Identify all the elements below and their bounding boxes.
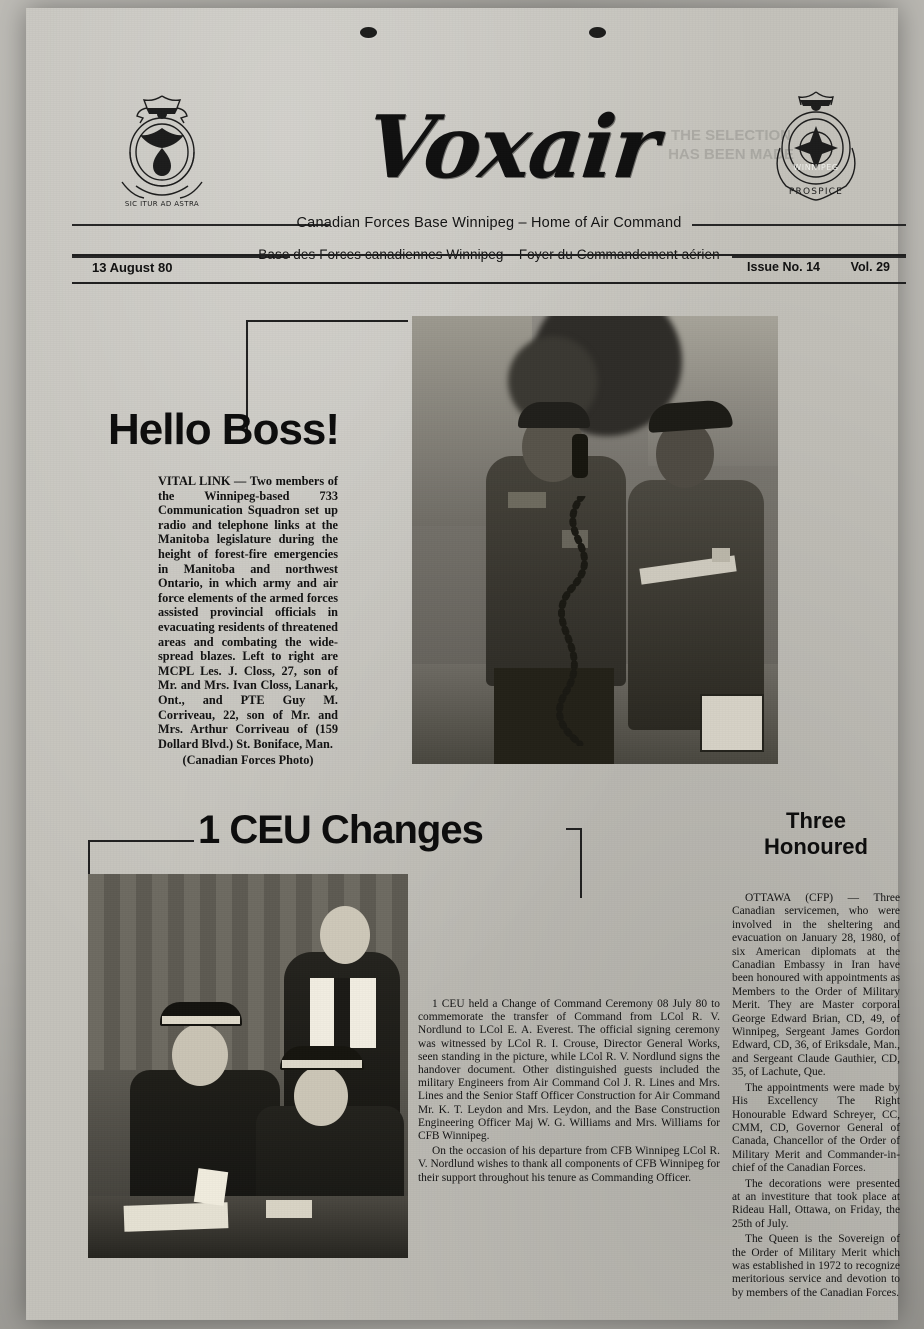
svg-text:PROSPICE: PROSPICE <box>788 187 844 197</box>
ceu-headline: 1 CEU Changes <box>198 808 483 852</box>
masthead <box>72 74 906 262</box>
lead-photo-credit: (Canadian Forces Photo) <box>182 753 314 768</box>
crest-right-icon <box>760 84 872 208</box>
three-honoured-headline <box>728 808 904 860</box>
three-honoured-body <box>732 892 900 1300</box>
ceu-paragraph: On the occasion of his departure from CFB Winnipeg LCol R. V. Nordlund wishes to thank all components of CFB Winnipeg for their support throughout his tenure as Commanding Officer. <box>418 1145 720 1184</box>
three-honoured-paragraph: The decorations were presented at an investiture that took place at Rideau Hall, Ottawa, on Friday, the 25th of July. <box>732 1177 900 1230</box>
tagline-english: Canadian Forces Base Winnipeg – Home of Air Command <box>296 215 682 231</box>
paper-sheet <box>26 8 898 1320</box>
three-honoured-headline-line1: Three <box>786 808 846 833</box>
publication-nameplate <box>312 96 712 208</box>
dateline-bar <box>72 254 906 284</box>
three-honoured-headline-line2: Honoured <box>764 834 868 859</box>
lead-photo <box>412 316 778 764</box>
issue-number: Issue No. 14 <box>747 260 820 274</box>
crest-left-icon <box>106 90 218 214</box>
tagline-french: Base des Forces canadiennes Winnipeg – Foyer du Commandement aérien <box>258 247 720 262</box>
lead-headline: Hello Boss! <box>108 405 340 454</box>
three-honoured-paragraph: The appointments were made by His Excellency The Right Honourable Edward Schreyer, CC, CMM, CD, Governor General of Canada, Chancellor of the Order of Military Merit and Commander-in-chief of the Canadian Forces. <box>732 1081 900 1175</box>
three-honoured-paragraph: The Queen is the Sovereign of the Order of Military Merit which was established in 1972 to recognize meritorious service and devotion to by members of the Canadian Forces. <box>732 1233 900 1299</box>
issue-date: 13 August 80 <box>92 260 173 275</box>
svg-text:SIC ITUR AD ASTRA: SIC ITUR AD ASTRA <box>124 200 200 208</box>
punch-hole-right <box>589 27 606 38</box>
ceu-paragraph: 1 CEU held a Change of Command Ceremony 08 July 80 to commemorate the transfer of Command from LCol R. V. Nordlund to LCol E. A. Everest. The official signing ceremony was witnessed by LCol R. I. Crouse, Director General Works, seen standing in the picture, while LCol R. V. Nordlund signs the handover document. Other distinguished guests included the military Engineers from Air Command Col J. R. Lines and Mrs. Lines and the Senior Staff Officer Construction for Air Command Mr. K. T. Leydon and Mrs. Leydon, and the Base Construction Engineering Officer Maj W. G. Williams and Mrs. Williams for CFB Winnipeg. <box>418 998 720 1143</box>
ceu-body-text <box>418 998 720 1185</box>
lead-caption-text: VITAL LINK — Two members of the Winnipeg-based 733 Communication Squadron set up radio and telephone links at the Manitoba legislature during the height of forest-fire emergencies in Manitoba and northwest Ontario, in which army and air force elements of the armed forces assisted provincial officials in evacuating residents of threatened areas and combating the wide-spread blazes. Left to right are MCPL Les. J. Closs, 27, son of Mr. and Mrs. Ivan Closs, Lanark, Ont., and PTE Guy M. Corriveau, 22, son of Mr. and Mrs. Arthur Corriveau of (159 Dollard Blvd.) St. Boniface, Man. <box>158 474 338 751</box>
bleed-through-text: THE SELECTION HAS BEEN MADE <box>668 127 794 163</box>
lead-caption <box>158 474 338 768</box>
three-honoured-paragraph: OTTAWA (CFP) — Three Canadian servicemen, who were involved in the sheltering and evacuation on January 28, 1980, of six American diplomats at the Canadian Embassy in Iran have been honoured with appointments as Members to the Order of Military Merit. They are Master corporal George Edward Brian, CD, 49, of Winnipeg, Sergeant James Gordon Edward, CD, 36, of Eriksdale, Man., and Sergeant Claude Gauthier, CD, 35, of Lachute, Que. <box>732 892 900 1079</box>
volume-number: Vol. 29 <box>850 260 890 274</box>
svg-text:WINNIPEG: WINNIPEG <box>793 163 839 172</box>
punch-hole-left <box>360 27 377 38</box>
ceu-photo <box>88 874 408 1258</box>
publication-name: Voxair <box>362 97 662 198</box>
